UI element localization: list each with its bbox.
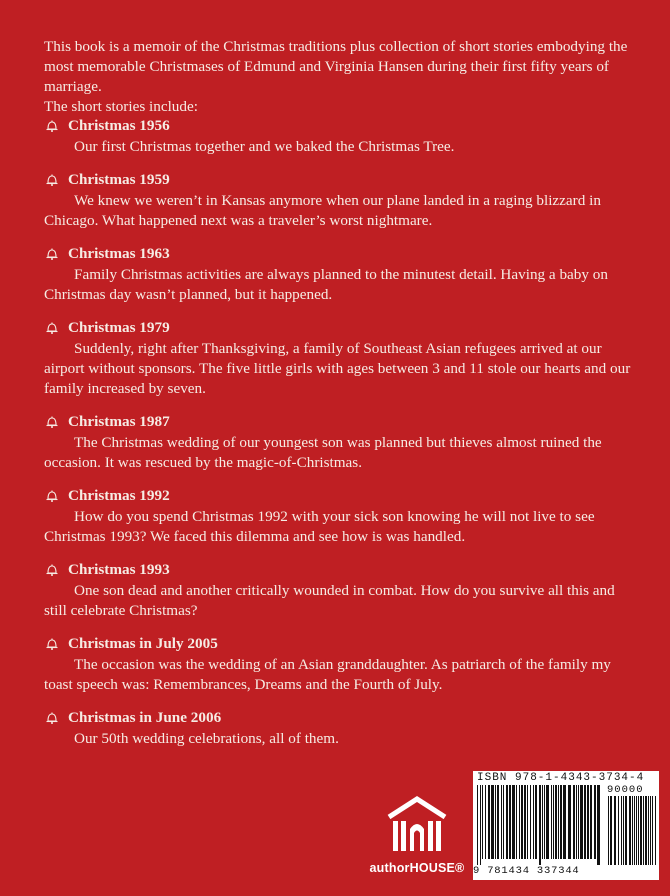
story-summary: How do you spend Christmas 1992 with your sick son knowing he will not live to see Christmas 1993? We faced this dilemma and see how is was handled. (44, 508, 595, 545)
ean-barcode (473, 785, 605, 865)
bell-icon (45, 711, 59, 725)
story-summary: The Christmas wedding of our youngest son was planned but thieves almost ruined the occasion. It was rescued by the magic-of-Christmas. (44, 434, 602, 471)
addon-barcode (606, 796, 658, 865)
story-entry (44, 318, 654, 399)
story-heading (44, 170, 654, 190)
bell-icon (45, 321, 59, 335)
story-entry (44, 708, 654, 749)
story-heading (44, 244, 654, 264)
story-title: Christmas in June 2006 (68, 709, 222, 726)
story-summary: The occasion was the wedding of an Asian granddaughter. As patriarch of the family my toast speech was: Remembrances, Dreams and the Fourth of July. (44, 656, 611, 693)
bell-icon (45, 119, 59, 133)
story-title: Christmas 1987 (68, 413, 170, 430)
bell-icon (45, 489, 59, 503)
story-title: Christmas 1959 (68, 171, 170, 188)
story-summary: Family Christmas activities are always planned to the minutest detail. Having a baby on Christmas day wasn’t planned, but it happened. (44, 266, 608, 303)
house-logo-icon (385, 795, 449, 855)
story-heading (44, 412, 654, 432)
bell-icon (45, 637, 59, 651)
story-entry (44, 170, 654, 231)
story-summary: Our first Christmas together and we baked the Christmas Tree. (74, 138, 455, 155)
story-heading (44, 708, 654, 728)
isbn-text: ISBN 978-1-4343-3734-4 (477, 772, 645, 784)
ean-digits: 9 781434 337344 (473, 865, 580, 877)
story-title: Christmas 1993 (68, 561, 170, 578)
bell-icon (45, 415, 59, 429)
story-heading (44, 560, 654, 580)
story-entry (44, 486, 654, 547)
bell-icon (45, 563, 59, 577)
story-list (44, 116, 654, 762)
intro-text: This book is a memoir of the Christmas traditions plus collection of short stories embodying the most memorable Christmases of Edmund and Virginia Hansen during their first fifty years of marriage. (44, 38, 628, 95)
story-summary: Our 50th wedding celebrations, all of them. (74, 730, 339, 747)
story-summary: We knew we weren’t in Kansas anymore when our plane landed in a raging blizzard in Chicago. What happened next was a traveler’s worst nightmare. (44, 192, 601, 229)
story-title: Christmas 1963 (68, 245, 170, 262)
story-entry (44, 116, 654, 157)
story-summary: One son dead and another critically wounded in combat. How do you survive all this and still celebrate Christmas? (44, 582, 615, 619)
story-title: Christmas 1992 (68, 487, 170, 504)
story-title: Christmas in July 2005 (68, 635, 218, 652)
intro-list-heading: The short stories include: (44, 98, 198, 115)
bell-icon (45, 247, 59, 261)
story-heading (44, 634, 654, 654)
story-summary: Suddenly, right after Thanksgiving, a family of Southeast Asian refugees arrived at our airport without sponsors. The five little girls with ages between 3 and 11 stole our hearts and our family increased by seven. (44, 340, 631, 397)
price-code: 90000 (607, 784, 644, 796)
story-title: Christmas 1979 (68, 319, 170, 336)
story-entry (44, 634, 654, 695)
publisher-logo (367, 786, 467, 896)
story-entry (44, 412, 654, 473)
bell-icon (45, 173, 59, 187)
intro (44, 37, 644, 117)
story-heading (44, 318, 654, 338)
story-entry (44, 560, 654, 621)
story-heading (44, 486, 654, 506)
isbn-barcode (473, 771, 659, 880)
story-entry (44, 244, 654, 305)
story-heading (44, 116, 654, 136)
story-title: Christmas 1956 (68, 117, 170, 134)
publisher-name: authorHOUSE® (369, 861, 465, 875)
